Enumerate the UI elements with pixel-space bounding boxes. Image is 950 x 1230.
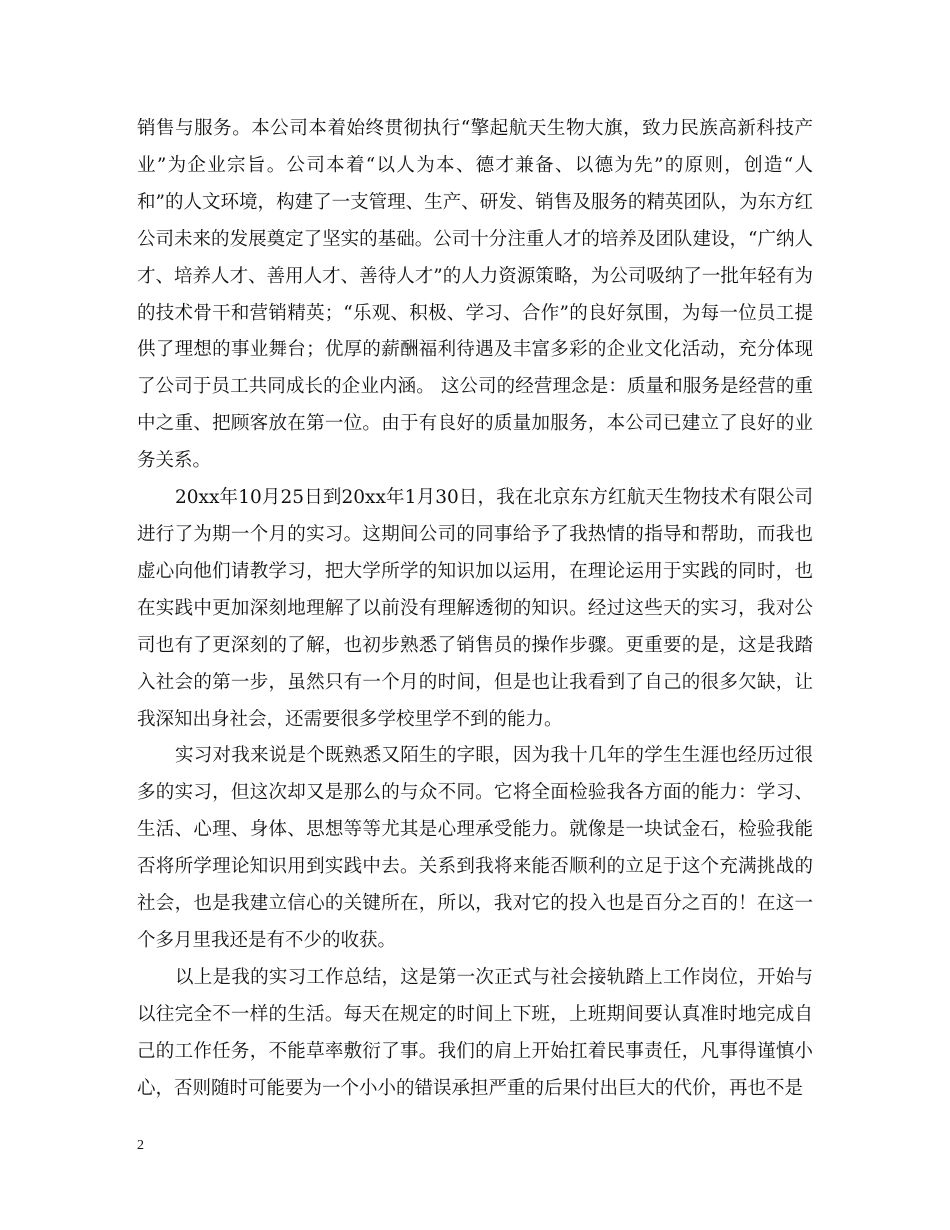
document-body: [137, 111, 813, 1107]
paragraph-1: 销售与服务。本公司本着始终贯彻执行“擎起航天生物大旗，致力民族高新科技产业”为企业宗旨。公司本着“以人为本、德才兼备、以德为先”的原则，创造“人和”的人文环境，构建了一支管理、生产、研发、销售及服务的精英团队，为东方红公司未来的发展奠定了坚实的基础。公司十分注重人才的培养及团队建设，“广纳人才、培养人才、善用人才、善待人才”的人力资源策略，为公司吸纳了一批年轻有为的技术骨干和营销精英；“乐观、积极、学习、合作”的良好氛围，为每一位员工提供了理想的事业舞台；优厚的薪酬福利待遇及丰富多彩的企业文化活动，充分体现了公司于员工共同成长的企业内涵。 这公司的经营理念是：质量和服务是经营的重中之重、把顾客放在第一位。由于有良好的质量加服务，本公司已建立了良好的业务关系。: [137, 118, 813, 472]
paragraph-2: 20xx年10月25日到20xx年1月30日，我在北京东方红航天生物技术有限公司进行了为期一个月的实习。这期间公司的同事给予了我热情的指导和帮助，而我也虚心向他们请教学习，把大学所学的知识加以运用，在理论运用于实践的同时，也在实践中更加深刻地理解了以前没有理解透彻的知识。经过这些天的实习，我对公司也有了更深刻的了解，也初步熟悉了销售员的操作步骤。更重要的是，这是我踏入社会的第一步，虽然只有一个月的时间，但是也让我看到了自己的很多欠缺，让我深知出身社会，还需要很多学校里学不到的能力。: [137, 487, 813, 730]
paragraph-4: 以上是我的实习工作总结，这是第一次正式与社会接轨踏上工作岗位，开始与以往完全不一样的生活。每天在规定的时间上下班，上班期间要认真准时地完成自己的工作任务，不能草率敷衍了事。我们的肩上开始扛着民事责任，凡事得谨慎小心，否则随时可能要为一个小小的错误承担严重的后果付出巨大的代价，再也不是: [137, 966, 813, 1099]
page-number: 2: [137, 1138, 144, 1153]
paragraph-3: 实习对我来说是个既熟悉又陌生的字眼，因为我十几年的学生生涯也经历过很多的实习，但这次却又是那么的与众不同。它将全面检验我各方面的能力：学习、生活、心理、身体、思想等等尤其是心理承受能力。就像是一块试金石，检验我能否将所学理论知识用到实践中去。关系到我将来能否顺利的立足于这个充满挑战的社会，也是我建立信心的关键所在，所以，我对它的投入也是百分之百的！在这一个多月里我还是有不少的收获。: [137, 745, 813, 951]
